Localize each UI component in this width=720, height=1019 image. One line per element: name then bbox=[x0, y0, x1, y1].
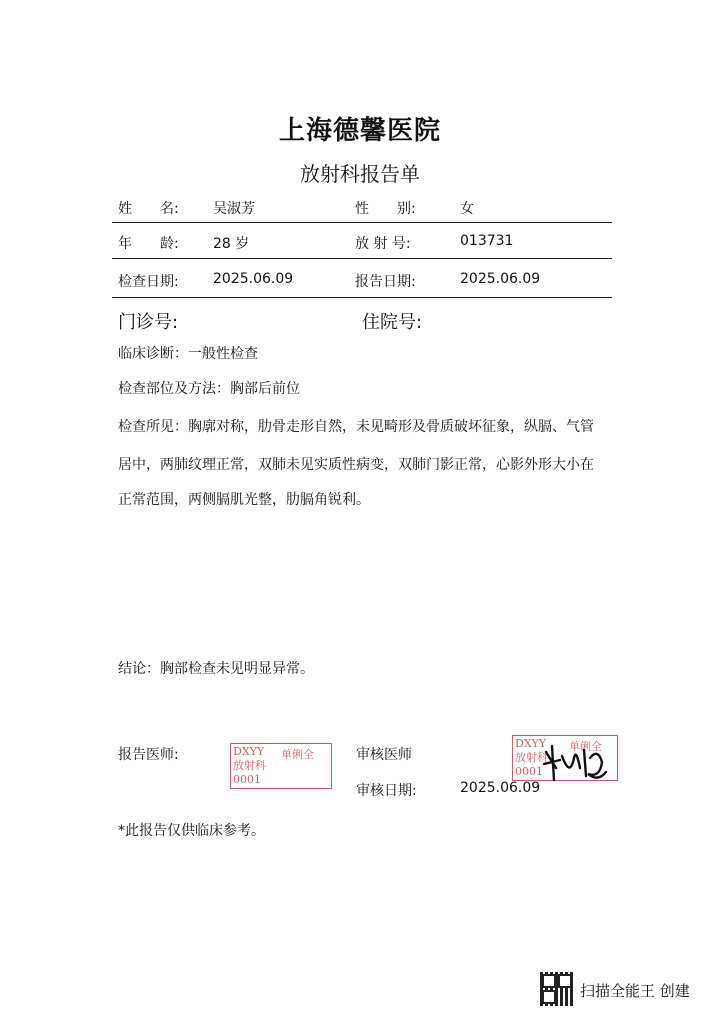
review-date-label: 审核日期: bbox=[356, 783, 417, 799]
exam-date-label: 检查日期: bbox=[118, 274, 179, 290]
reporter-label: 报告医师: bbox=[118, 747, 179, 763]
age-label: 年 龄: bbox=[118, 236, 179, 252]
findings-line: 居中，两肺纹理正常，双肺未见实质性病变，双肺门影正常，心影外形大小在 bbox=[118, 457, 594, 473]
conclusion: 结论：胸部检查未见明显异常。 bbox=[118, 661, 314, 677]
name-value: 吴淑芳 bbox=[213, 201, 255, 217]
report-date-value: 2025.06.09 bbox=[460, 271, 541, 287]
exam-date-value: 2025.06.09 bbox=[213, 271, 294, 287]
hospital-name: 上海德馨医院 bbox=[278, 116, 441, 146]
divider-1 bbox=[112, 222, 612, 223]
report-date-label: 报告日期: bbox=[355, 274, 416, 290]
gender-label: 性 别: bbox=[355, 201, 416, 217]
outpatient-label: 门诊号: bbox=[118, 312, 179, 333]
gender-value: 女 bbox=[460, 201, 474, 217]
radio-no-value: 013731 bbox=[460, 233, 514, 249]
reviewer-label: 审核医师 bbox=[356, 747, 412, 763]
reviewer-stamp: DXYY 放射科 0001 单俐全 bbox=[512, 735, 618, 781]
name-label: 姓 名: bbox=[118, 201, 179, 217]
scanner-watermark: 扫描全能王 创建 bbox=[580, 982, 690, 1000]
findings-line: 检查所见：胸廓对称，肋骨走形自然，未见畸形及骨质破坏征象，纵膈、气管 bbox=[118, 419, 594, 435]
disclaimer: *此报告仅供临床参考。 bbox=[118, 823, 265, 839]
review-date-value: 2025.06.09 bbox=[460, 780, 541, 796]
divider-2 bbox=[112, 258, 612, 259]
doctor-stamp: DXYY 放射科 0001 单俐全 bbox=[230, 743, 332, 789]
clinical-diagnosis: 临床诊断：一般性检查 bbox=[118, 346, 258, 362]
divider-3 bbox=[112, 297, 612, 298]
report-title: 放射科报告单 bbox=[300, 162, 420, 186]
findings-line: 正常范围，两侧膈肌光整，肋膈角锐利。 bbox=[118, 492, 370, 508]
age-value: 28 岁 bbox=[213, 236, 250, 252]
handwritten-signature bbox=[540, 738, 610, 788]
exam-method: 检查部位及方法：胸部后前位 bbox=[118, 381, 300, 397]
inpatient-label: 住院号: bbox=[362, 312, 423, 333]
qr-code-icon bbox=[540, 972, 574, 1006]
radio-no-label: 放 射 号: bbox=[355, 236, 411, 252]
